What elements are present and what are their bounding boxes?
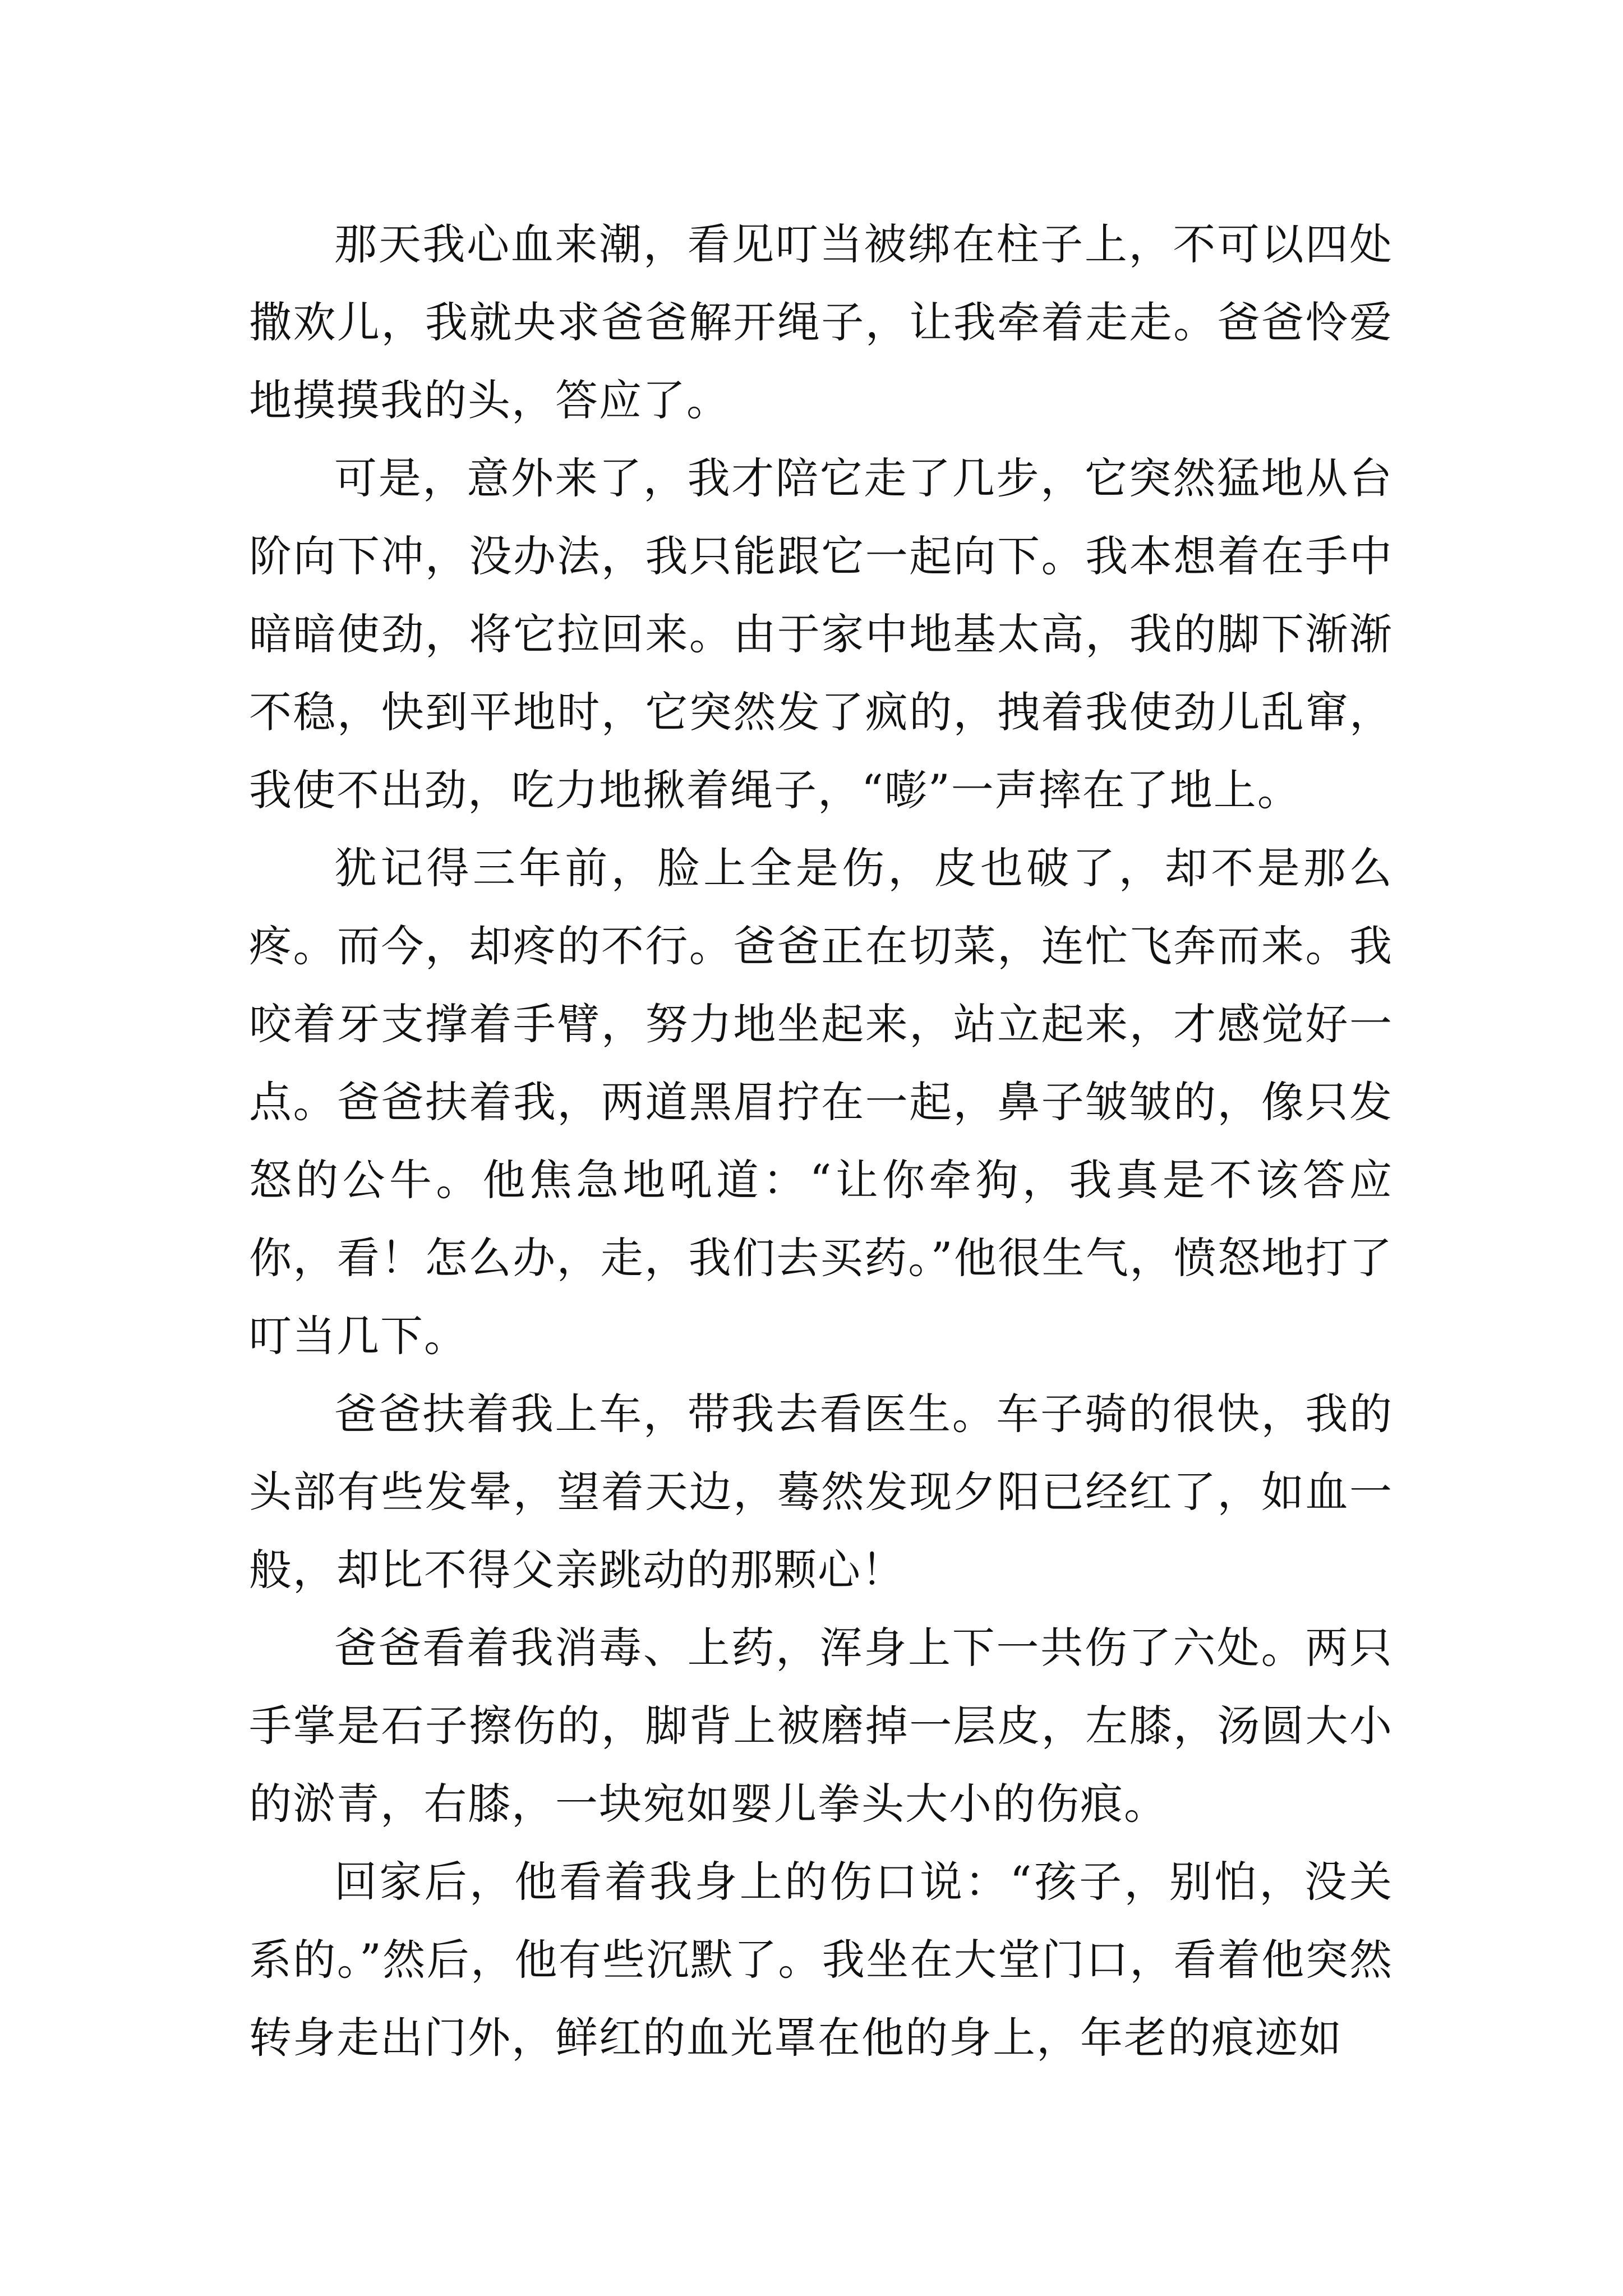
paragraph-4: 爸爸扶着我上车，带我去看医生。车子骑的很快，我的头部有些发晕，望着天边，蓦然发现夕阳已经红了，如血一般，却比不得父亲跳动的那颗心！ (249, 1389, 1393, 1595)
paragraph-1: 那天我心血来潮，看见叮当被绑在柱子上，不可以四处撒欢儿，我就央求爸爸解开绳子，让我牵着走走。爸爸怜爱地摸摸我的头，答应了。 (249, 219, 1393, 425)
essay-body (249, 205, 1393, 2077)
paragraph-5: 爸爸看着我消毒、上药，浑身上下一共伤了六处。两只手掌是石子擦伤的，脚背上被磨掉一层皮，左膝，汤圆大小的淤青，右膝，一块宛如婴儿拳头大小的伤痕。 (249, 1623, 1393, 1829)
paragraph-6: 回家后，他看着我身上的伤口说：“孩子，别怕，没关系的。”然后，他有些沉默了。我坐在大堂门口，看着他突然转身走出门外，鲜红的血光罩在他的身上，年老的痕迹如 (249, 1857, 1393, 2063)
paragraph-2: 可是，意外来了，我才陪它走了几步，它突然猛地从台阶向下冲，没办法，我只能跟它一起向下。我本想着在手中暗暗使劲，将它拉回来。由于家中地基太高，我的脚下渐渐不稳，快到平地时，它突然发了疯的，拽着我使劲儿乱窜，我使不出劲，吃力地揪着绳子，“嘭”一声摔在了地上。 (249, 453, 1393, 815)
paragraph-3: 犹记得三年前，脸上全是伤，皮也破了，却不是那么疼。而今，却疼的不行。爸爸正在切菜，连忙飞奔而来。我咬着牙支撑着手臂，努力地坐起来，站立起来，才感觉好一点。爸爸扶着我，两道黑眉拧在一起，鼻子皱皱的，像只发怒的公牛。他焦急地吼道：“让你牵狗，我真是不该答应你，看！怎么办，走，我们去买药。”他很生气，愤怒地打了叮当几下。 (249, 843, 1393, 1361)
